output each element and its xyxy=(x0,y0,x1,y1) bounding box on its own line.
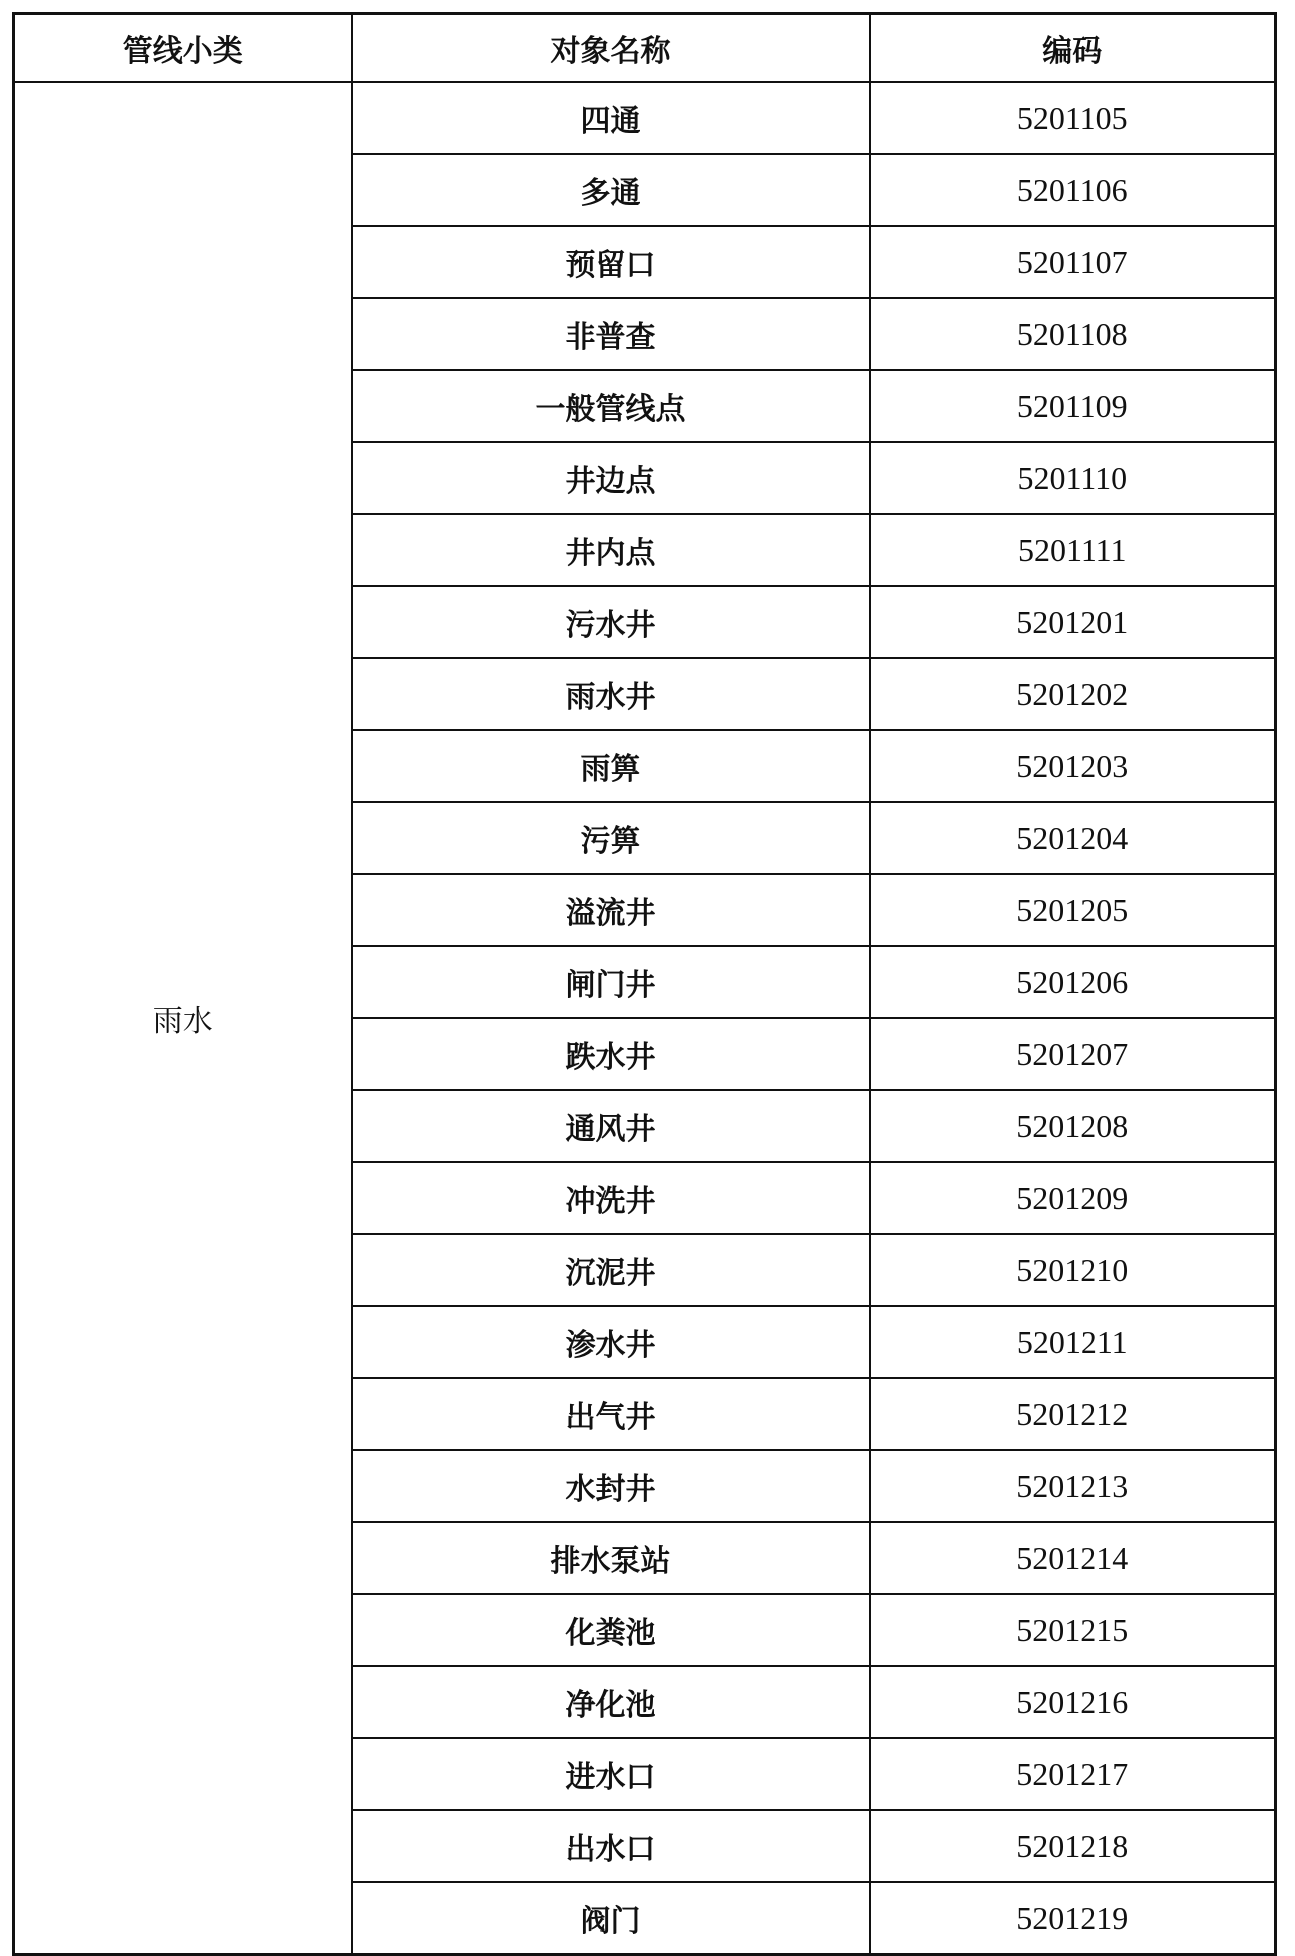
object-name-cell: 跌水井 xyxy=(352,1018,870,1090)
code-cell: 5201209 xyxy=(870,1162,1276,1234)
object-name-cell: 进水口 xyxy=(352,1738,870,1810)
code-cell: 5201217 xyxy=(870,1738,1276,1810)
object-name-cell: 多通 xyxy=(352,154,870,226)
object-name-cell: 井边点 xyxy=(352,442,870,514)
code-table xyxy=(12,12,1277,1956)
object-name-cell: 雨水井 xyxy=(352,658,870,730)
code-cell: 5201210 xyxy=(870,1234,1276,1306)
code-cell: 5201207 xyxy=(870,1018,1276,1090)
code-cell: 5201111 xyxy=(870,514,1276,586)
object-name-cell: 出水口 xyxy=(352,1810,870,1882)
code-cell: 5201202 xyxy=(870,658,1276,730)
code-cell: 5201216 xyxy=(870,1666,1276,1738)
object-name-cell: 污水井 xyxy=(352,586,870,658)
object-name-cell: 出气井 xyxy=(352,1378,870,1450)
object-name-cell: 净化池 xyxy=(352,1666,870,1738)
table-header xyxy=(14,14,1276,83)
object-name-cell: 污箅 xyxy=(352,802,870,874)
code-cell: 5201204 xyxy=(870,802,1276,874)
code-cell: 5201213 xyxy=(870,1450,1276,1522)
object-name-cell: 冲洗井 xyxy=(352,1162,870,1234)
object-name-cell: 一般管线点 xyxy=(352,370,870,442)
code-cell: 5201105 xyxy=(870,82,1276,154)
object-name-cell: 排水泵站 xyxy=(352,1522,870,1594)
code-cell: 5201215 xyxy=(870,1594,1276,1666)
code-cell: 5201108 xyxy=(870,298,1276,370)
object-name-cell: 井内点 xyxy=(352,514,870,586)
code-cell: 5201212 xyxy=(870,1378,1276,1450)
object-name-cell: 非普查 xyxy=(352,298,870,370)
code-cell: 5201203 xyxy=(870,730,1276,802)
code-cell: 5201219 xyxy=(870,1882,1276,1955)
code-cell: 5201211 xyxy=(870,1306,1276,1378)
code-table-container xyxy=(12,12,1274,1939)
object-name-cell: 水封井 xyxy=(352,1450,870,1522)
code-cell: 5201208 xyxy=(870,1090,1276,1162)
table-row xyxy=(14,82,1276,154)
object-name-cell: 化粪池 xyxy=(352,1594,870,1666)
object-name-cell: 阀门 xyxy=(352,1882,870,1955)
header-category: 管线小类 xyxy=(14,14,352,83)
code-cell: 5201205 xyxy=(870,874,1276,946)
object-name-cell: 预留口 xyxy=(352,226,870,298)
code-cell: 5201106 xyxy=(870,154,1276,226)
header-code: 编码 xyxy=(870,14,1276,83)
code-cell: 5201107 xyxy=(870,226,1276,298)
code-cell: 5201218 xyxy=(870,1810,1276,1882)
object-name-cell: 四通 xyxy=(352,82,870,154)
code-cell: 5201201 xyxy=(870,586,1276,658)
code-cell: 5201110 xyxy=(870,442,1276,514)
object-name-cell: 渗水井 xyxy=(352,1306,870,1378)
object-name-cell: 通风井 xyxy=(352,1090,870,1162)
object-name-cell: 雨箅 xyxy=(352,730,870,802)
code-cell: 5201206 xyxy=(870,946,1276,1018)
object-name-cell: 沉泥井 xyxy=(352,1234,870,1306)
category-cell: 雨水 xyxy=(14,82,352,1955)
object-name-cell: 闸门井 xyxy=(352,946,870,1018)
code-cell: 5201214 xyxy=(870,1522,1276,1594)
header-row xyxy=(14,14,1276,83)
object-name-cell: 溢流井 xyxy=(352,874,870,946)
table-body xyxy=(14,82,1276,1955)
header-object-name: 对象名称 xyxy=(352,14,870,83)
code-cell: 5201109 xyxy=(870,370,1276,442)
